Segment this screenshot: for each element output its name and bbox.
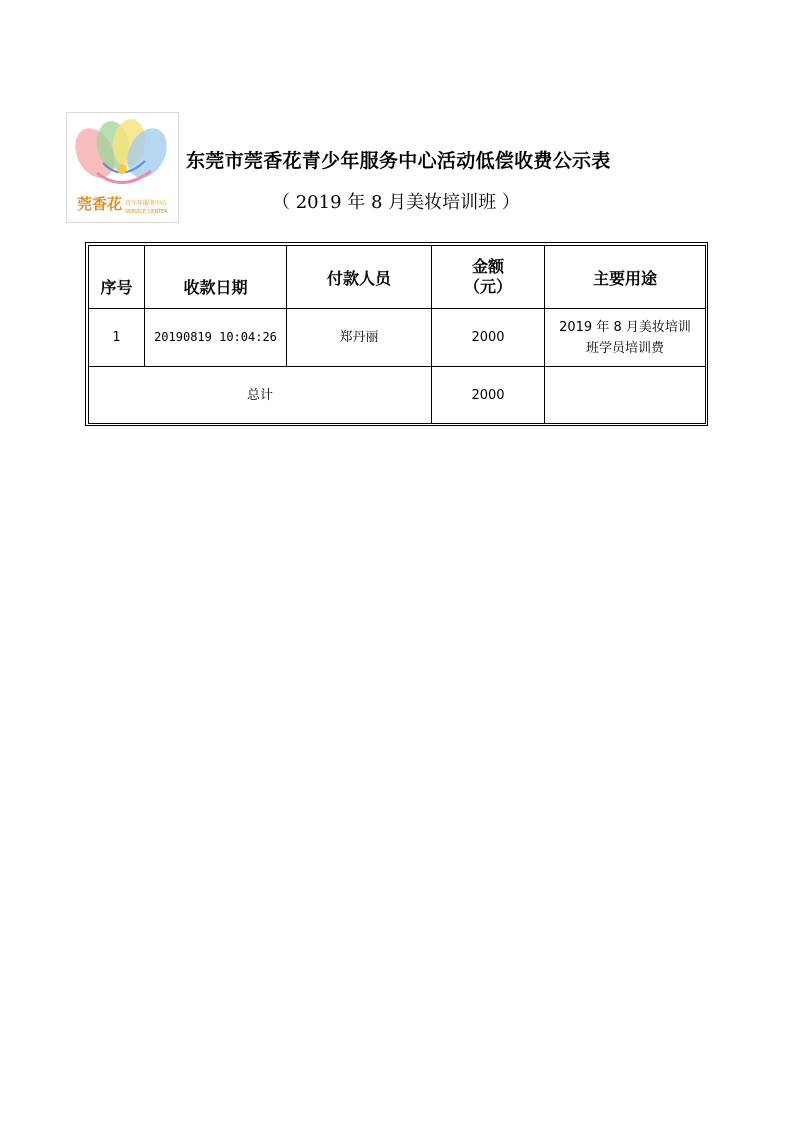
total-amount: 2000 [432,367,545,424]
cell-date: 20190819 10:04:26 [145,309,287,367]
cell-amount: 2000 [432,309,545,367]
header-amount-line2: （元） [463,277,512,296]
header-date: 收款日期 [145,246,287,309]
total-purpose [545,367,706,424]
cell-purpose-line1: 2019 年 8 月美妆培训 [559,319,691,335]
document-subtitle: （ 2019 年 8 月美妆培训班 ） [272,192,520,213]
logo-text-small: 青少年服务中心 [125,200,168,207]
header-seq: 序号 [89,246,145,309]
logo-text-cn: 莞香花 [77,195,123,213]
fee-table-frame [85,242,708,426]
header-amount-line1: 金额 [471,257,504,276]
header-purpose: 主要用途 [545,246,706,309]
cell-purpose [545,309,706,367]
fee-table [88,245,706,424]
flower-logo-icon [67,113,178,222]
header-amount [432,246,545,309]
document-title: 东莞市莞香花青少年服务中心活动低偿收费公示表 [186,150,611,172]
cell-payer: 郑丹丽 [287,309,432,367]
cell-seq: 1 [89,309,145,367]
header-payer: 付款人员 [287,246,432,309]
logo-text-en: SERVICE CENTER [125,209,168,215]
table-row [89,309,706,367]
organization-logo [66,112,179,223]
cell-purpose-line2: 班学员培训费 [585,340,664,356]
table-total-row [89,367,706,424]
table-header-row [89,246,706,309]
total-label: 总计 [89,367,432,424]
